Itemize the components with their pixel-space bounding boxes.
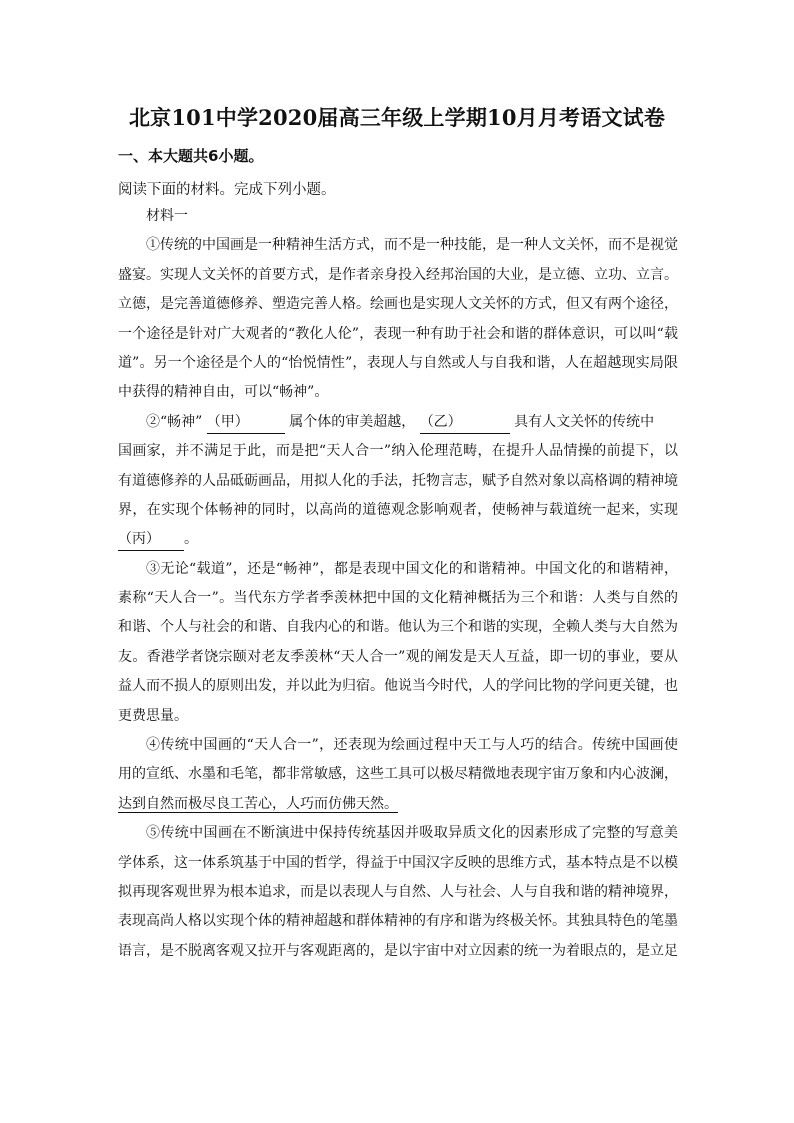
p5-line: 拟再现客观世界为根本追求，而是以表现人与自然、人与社会、人与自我和谐的精神境界， <box>118 883 678 900</box>
p3-line: 更费思量。 <box>118 707 188 724</box>
p3-line: 素称“天人合一”。当代东方学者季羡林把中国的文化精神概括为三个和谐：人类与自然的 <box>118 590 678 607</box>
p1-line: 中获得的精神自由，可以“畅神”。 <box>118 384 329 401</box>
p3-line: 友。香港学者饶宗颐对老友季羡林“天人合一”观的阐发是天人互益，即一切的事业，要从 <box>118 648 678 665</box>
p5-line: 学体系，这一体系筑基于中国的哲学，得益于中国汉字反映的思维方式，基本特点是不以模 <box>118 854 678 871</box>
p2-text: 具有人文关怀的传统中 <box>514 413 655 430</box>
p1-line: 道”。另一个途径是个人的“怡悦情性”，表现人与自然或人与自我和谐，人在超越现实局限 <box>118 354 678 371</box>
p3-line: 益人而不损人的原则出发，并以此为归宿。他说当今时代，人的学问比物的学问更关键，也 <box>118 678 678 695</box>
p5-line: 表现高尚人格以实现个体的精神超越和群体精神的有序和谐为终极关怀。其独具特色的笔墨 <box>118 913 678 930</box>
p2-line: 国画家，并不满足于此，而是把“天人合一”纳入伦理范畴，在提升人品情操的前提下，以 <box>118 443 678 460</box>
p4-line: ④传统中国画的“天人合一”，还表现为绘画过程中天工与人巧的结合。传统中国画使 <box>146 737 678 754</box>
p2-line <box>118 408 678 437</box>
p2-text: 。 <box>184 531 198 548</box>
p1-line: 盛宴。实现人文关怀的首要方式，是作者亲身投入经邦治国的大业，是立德、立功、立言。 <box>118 266 678 283</box>
p4-line: 用的宣纸、水墨和毛笔，都非常敏感，这些工具可以极尽精微地表现宇宙万象和内心波澜， <box>118 766 678 783</box>
blank-jia: （甲） <box>207 411 285 434</box>
p1-line: 一个途径是针对广大观者的“教化人伦”，表现一种有助于社会和谐的群体意识，可以叫“载 <box>118 325 678 342</box>
material-label: 材料一 <box>146 208 188 224</box>
p2-line: 有道德修养的人品砥砺画品，用拟人化的手法，托物言志，赋予自然对象以高格调的精神境 <box>118 472 678 489</box>
p1-line: 立德，是完善道德修养、塑造完善人格。绘画也是实现人文关怀的方式，但又有两个途径， <box>118 296 678 313</box>
blank-yi: （乙） <box>420 411 510 434</box>
p3-line: 和谐、个人与社会的和谐、自我内心的和谐。他认为三个和谐的实现，全赖人类与大自然为 <box>118 619 678 636</box>
p2-line <box>118 525 678 554</box>
p5-line: ⑤传统中国画在不断演进中保持传统基因并吸取异质文化的因素形成了完整的写意美 <box>146 825 678 842</box>
reading-passage <box>118 202 678 966</box>
underlined-sentence: 达到自然而极尽良工苦心，人巧而仿佛天然。 <box>118 795 398 812</box>
p5-line: 语言，是不脱离客观又拉开与客观距离的，是以宇宙中对立因素的统一为着眼点的，是立足 <box>118 942 678 959</box>
p2-text: 属个体的审美超越， <box>289 413 416 430</box>
reading-instruction: 阅读下面的材料。完成下列小题。 <box>118 182 336 198</box>
section-heading: 一、本大题共6小题。 <box>118 147 264 165</box>
p1-line: ①传统的中国画是一种精神生活方式，而不是一种技能，是一种人文关怀，而不是视觉 <box>146 237 678 254</box>
p2-text: ②“畅神” <box>146 413 203 430</box>
p3-line: ③无论“载道”，还是“畅神”，都是表现中国文化的和谐精神。中国文化的和谐精神， <box>146 560 678 577</box>
blank-bing: （丙） <box>118 528 184 551</box>
p4-line <box>118 790 678 819</box>
p2-line: 界，在实现个体畅神的同时，以高尚的道德观念影响观者，使畅神与载道统一起来，实现 <box>118 501 678 518</box>
exam-title: 北京101中学2020届高三年级上学期10月月考语文试卷 <box>128 105 666 130</box>
